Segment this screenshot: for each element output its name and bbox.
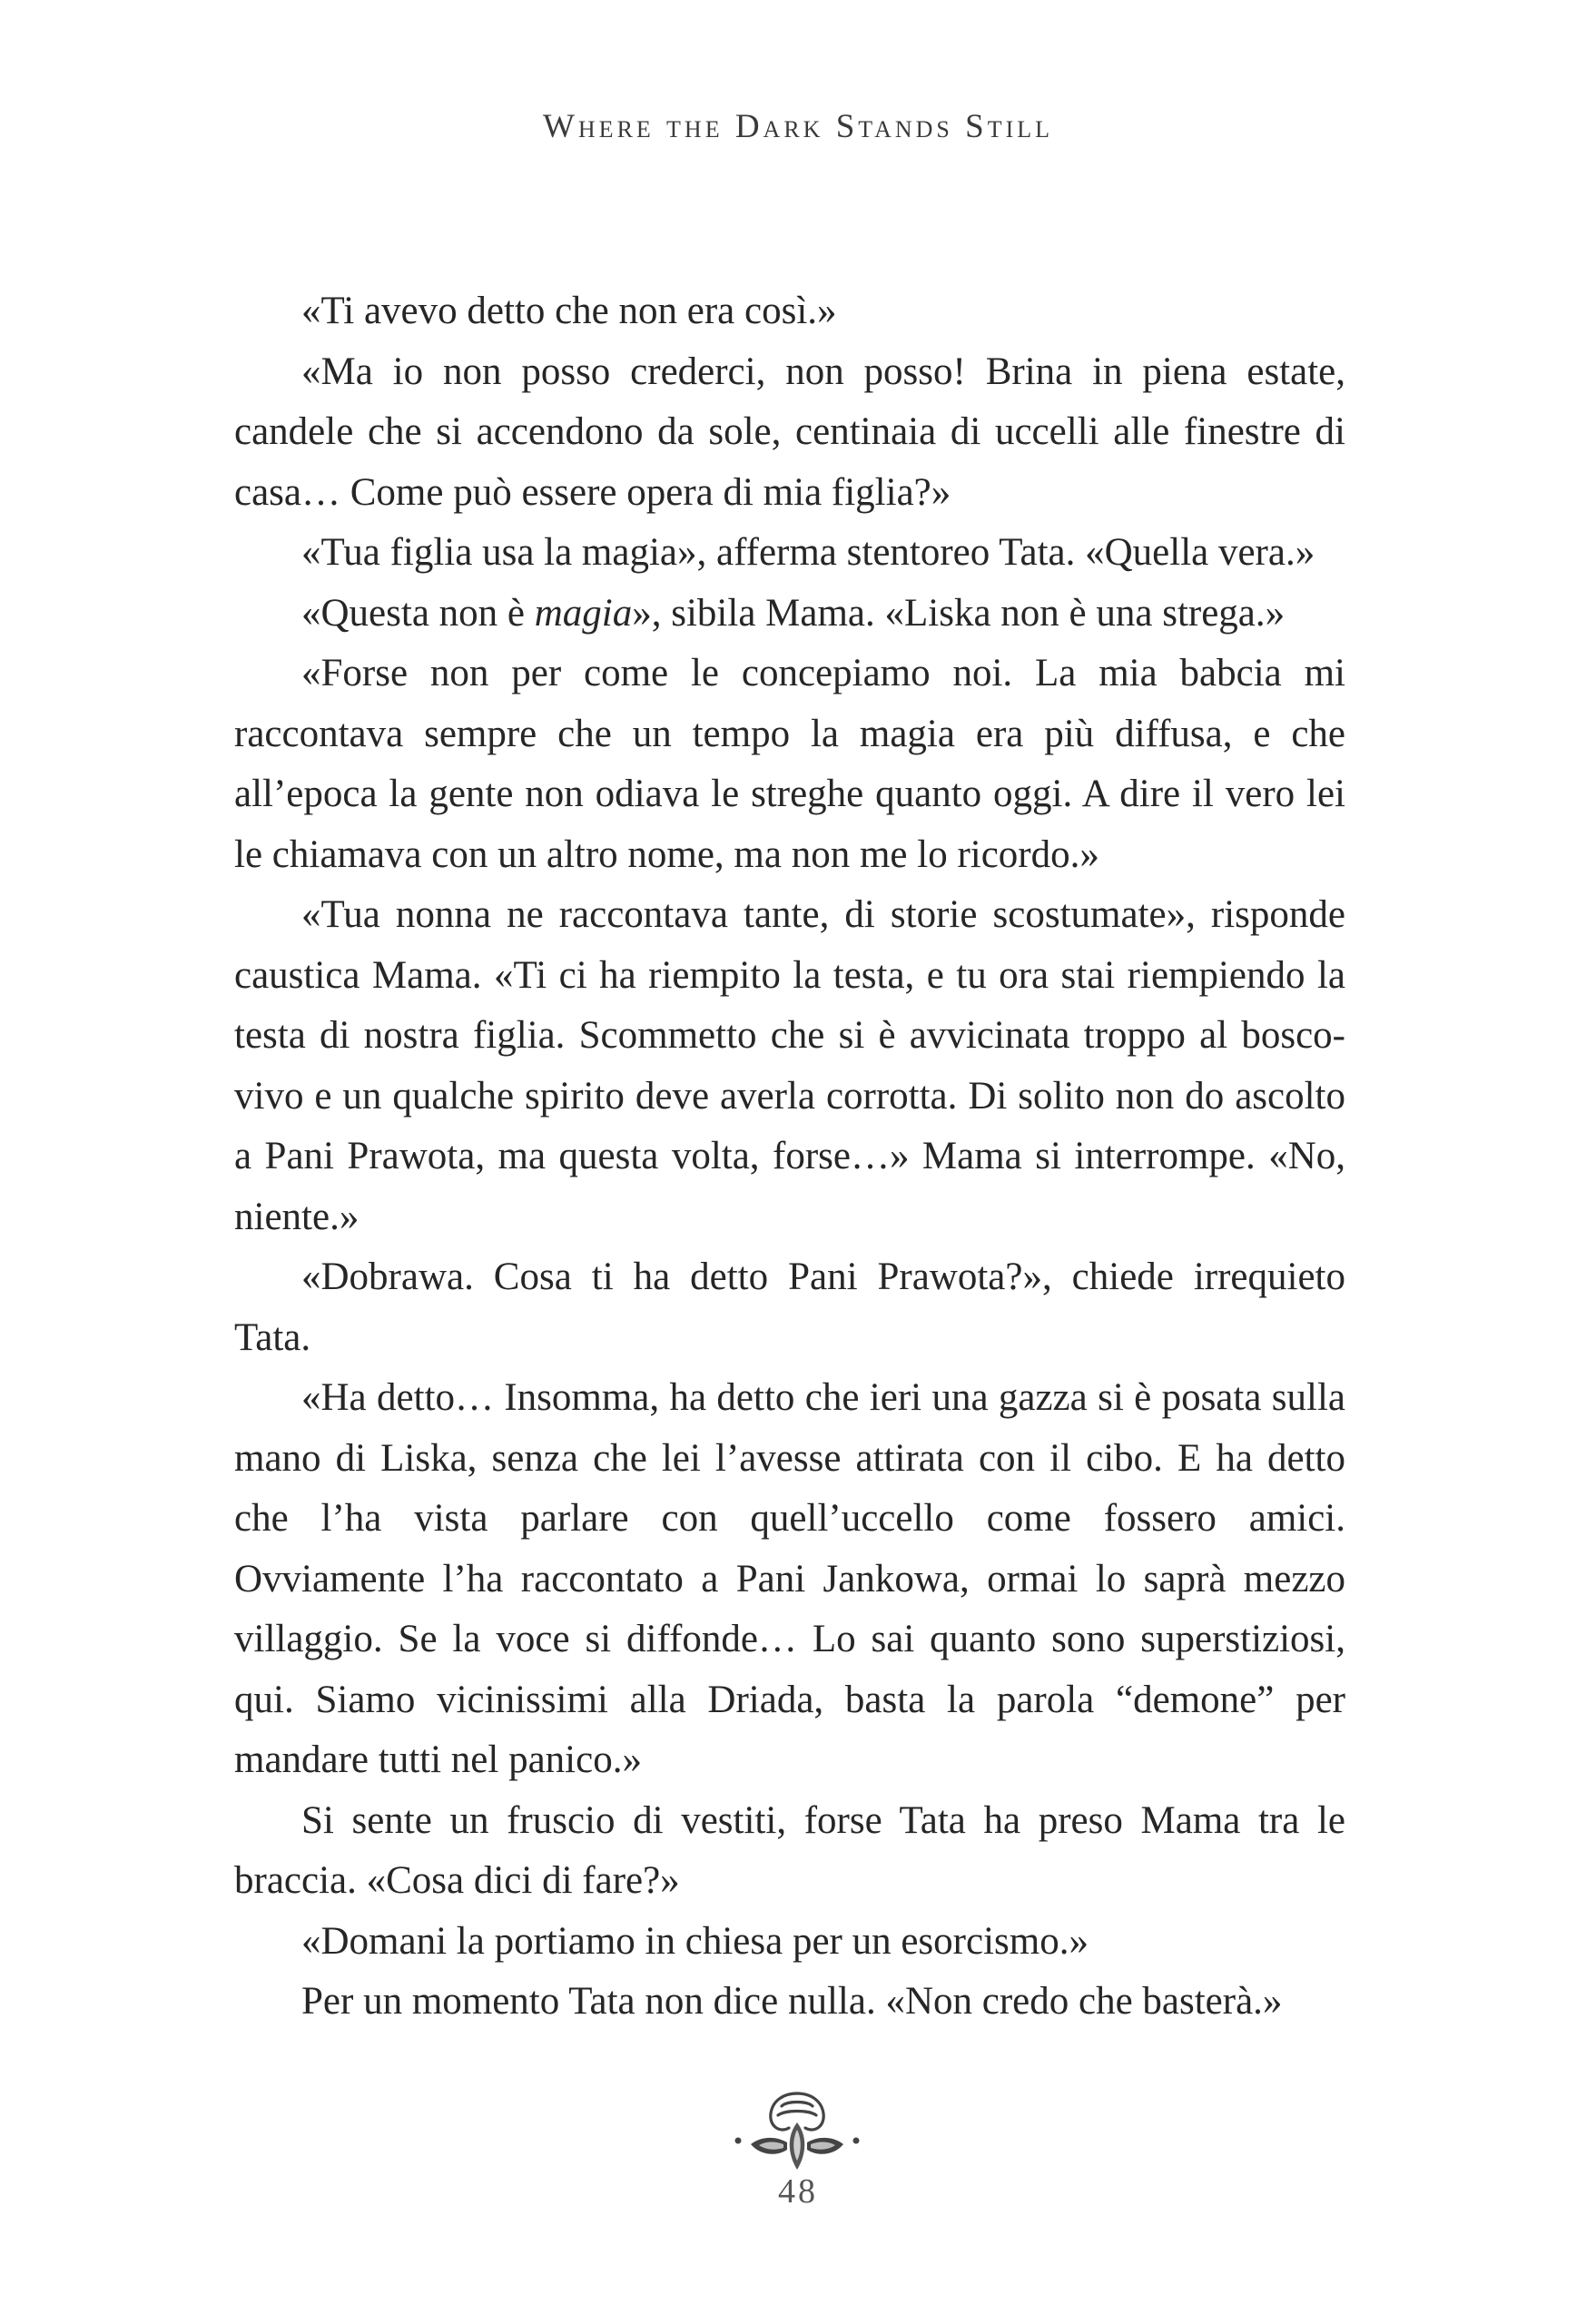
paragraph: Si sente un fruscio di vestiti, forse Tata ha preso Mama tra le braccia. «Cosa dici di fare?» (234, 1798, 1345, 1902)
floral-ornament-icon (729, 2086, 865, 2177)
paragraph: «Tua nonna ne raccontava tante, di storie scostumate», risponde caustica Mama. «Ti ci ha riempito la testa, e tu ora stai riempiendo la testa di nostra figlia. Scommetto che si è avvicinata troppo al bosco-vivo e un qualche spirito deve averla corrotta. Di solito non do ascolto a Pani Prawota, ma questa volta, forse…» Mama si interrompe. «No, niente.» (234, 893, 1345, 1238)
italic-word: magia (534, 591, 633, 635)
paragraph: «Ha detto… Insomma, ha detto che ieri una gazza si è posata sulla mano di Liska, senza che lei l’avesse attirata con il cibo. E ha detto che l’ha vista parlare con quell’uccello come fossero amici. Ovviamente l’ha raccontato a Pani Jankowa, ormai lo saprà mezzo villaggio. Se la voce si diffonde… Lo sai quanto sono superstiziosi, qui. Siamo vicinissimi alla Driada, basta la parola “demone” per mandare tutti nel panico.» (234, 1376, 1345, 1781)
paragraph: «Forse non per come le concepiamo noi. La mia babcia mi raccontava sempre che un tempo la magia era più diffusa, e che all’epoca la gente non odiava le streghe quanto oggi. A dire il vero lei le chiamava con un altro nome, ma non me lo ricordo.» (234, 652, 1345, 876)
paragraph: «Domani la portiamo in chiesa per un esorcismo.» (301, 1919, 1089, 1963)
paragraph: Per un momento Tata non dice nulla. «Non credo che basterà.» (301, 1980, 1283, 2023)
running-head: Where the Dark Stands Still (542, 108, 1053, 145)
paragraph: «Ti avevo detto che non era così.» (301, 290, 837, 332)
paragraph: «Dobrawa. Cosa ti ha detto Pani Prawota?», chiede irrequieto Tata. (234, 1256, 1345, 1359)
paragraph: «Tua figlia usa la magia», afferma stentoreo Tata. «Quella vera.» (301, 531, 1315, 574)
paragraph-text: », sibila Mama. «Liska non è una strega.» (632, 591, 1286, 635)
page-number: 48 (778, 2172, 818, 2211)
paragraph: «Ma io non posso crederci, non posso! Brina in piena estate, candele che si accendono da sole, centinaia di uccelli alle finestre di casa… Come può essere opera di mia figlia?» (234, 350, 1345, 514)
body-text (234, 281, 1345, 2033)
paragraph (234, 584, 1345, 645)
paragraph-text: «Questa non è (301, 591, 535, 635)
